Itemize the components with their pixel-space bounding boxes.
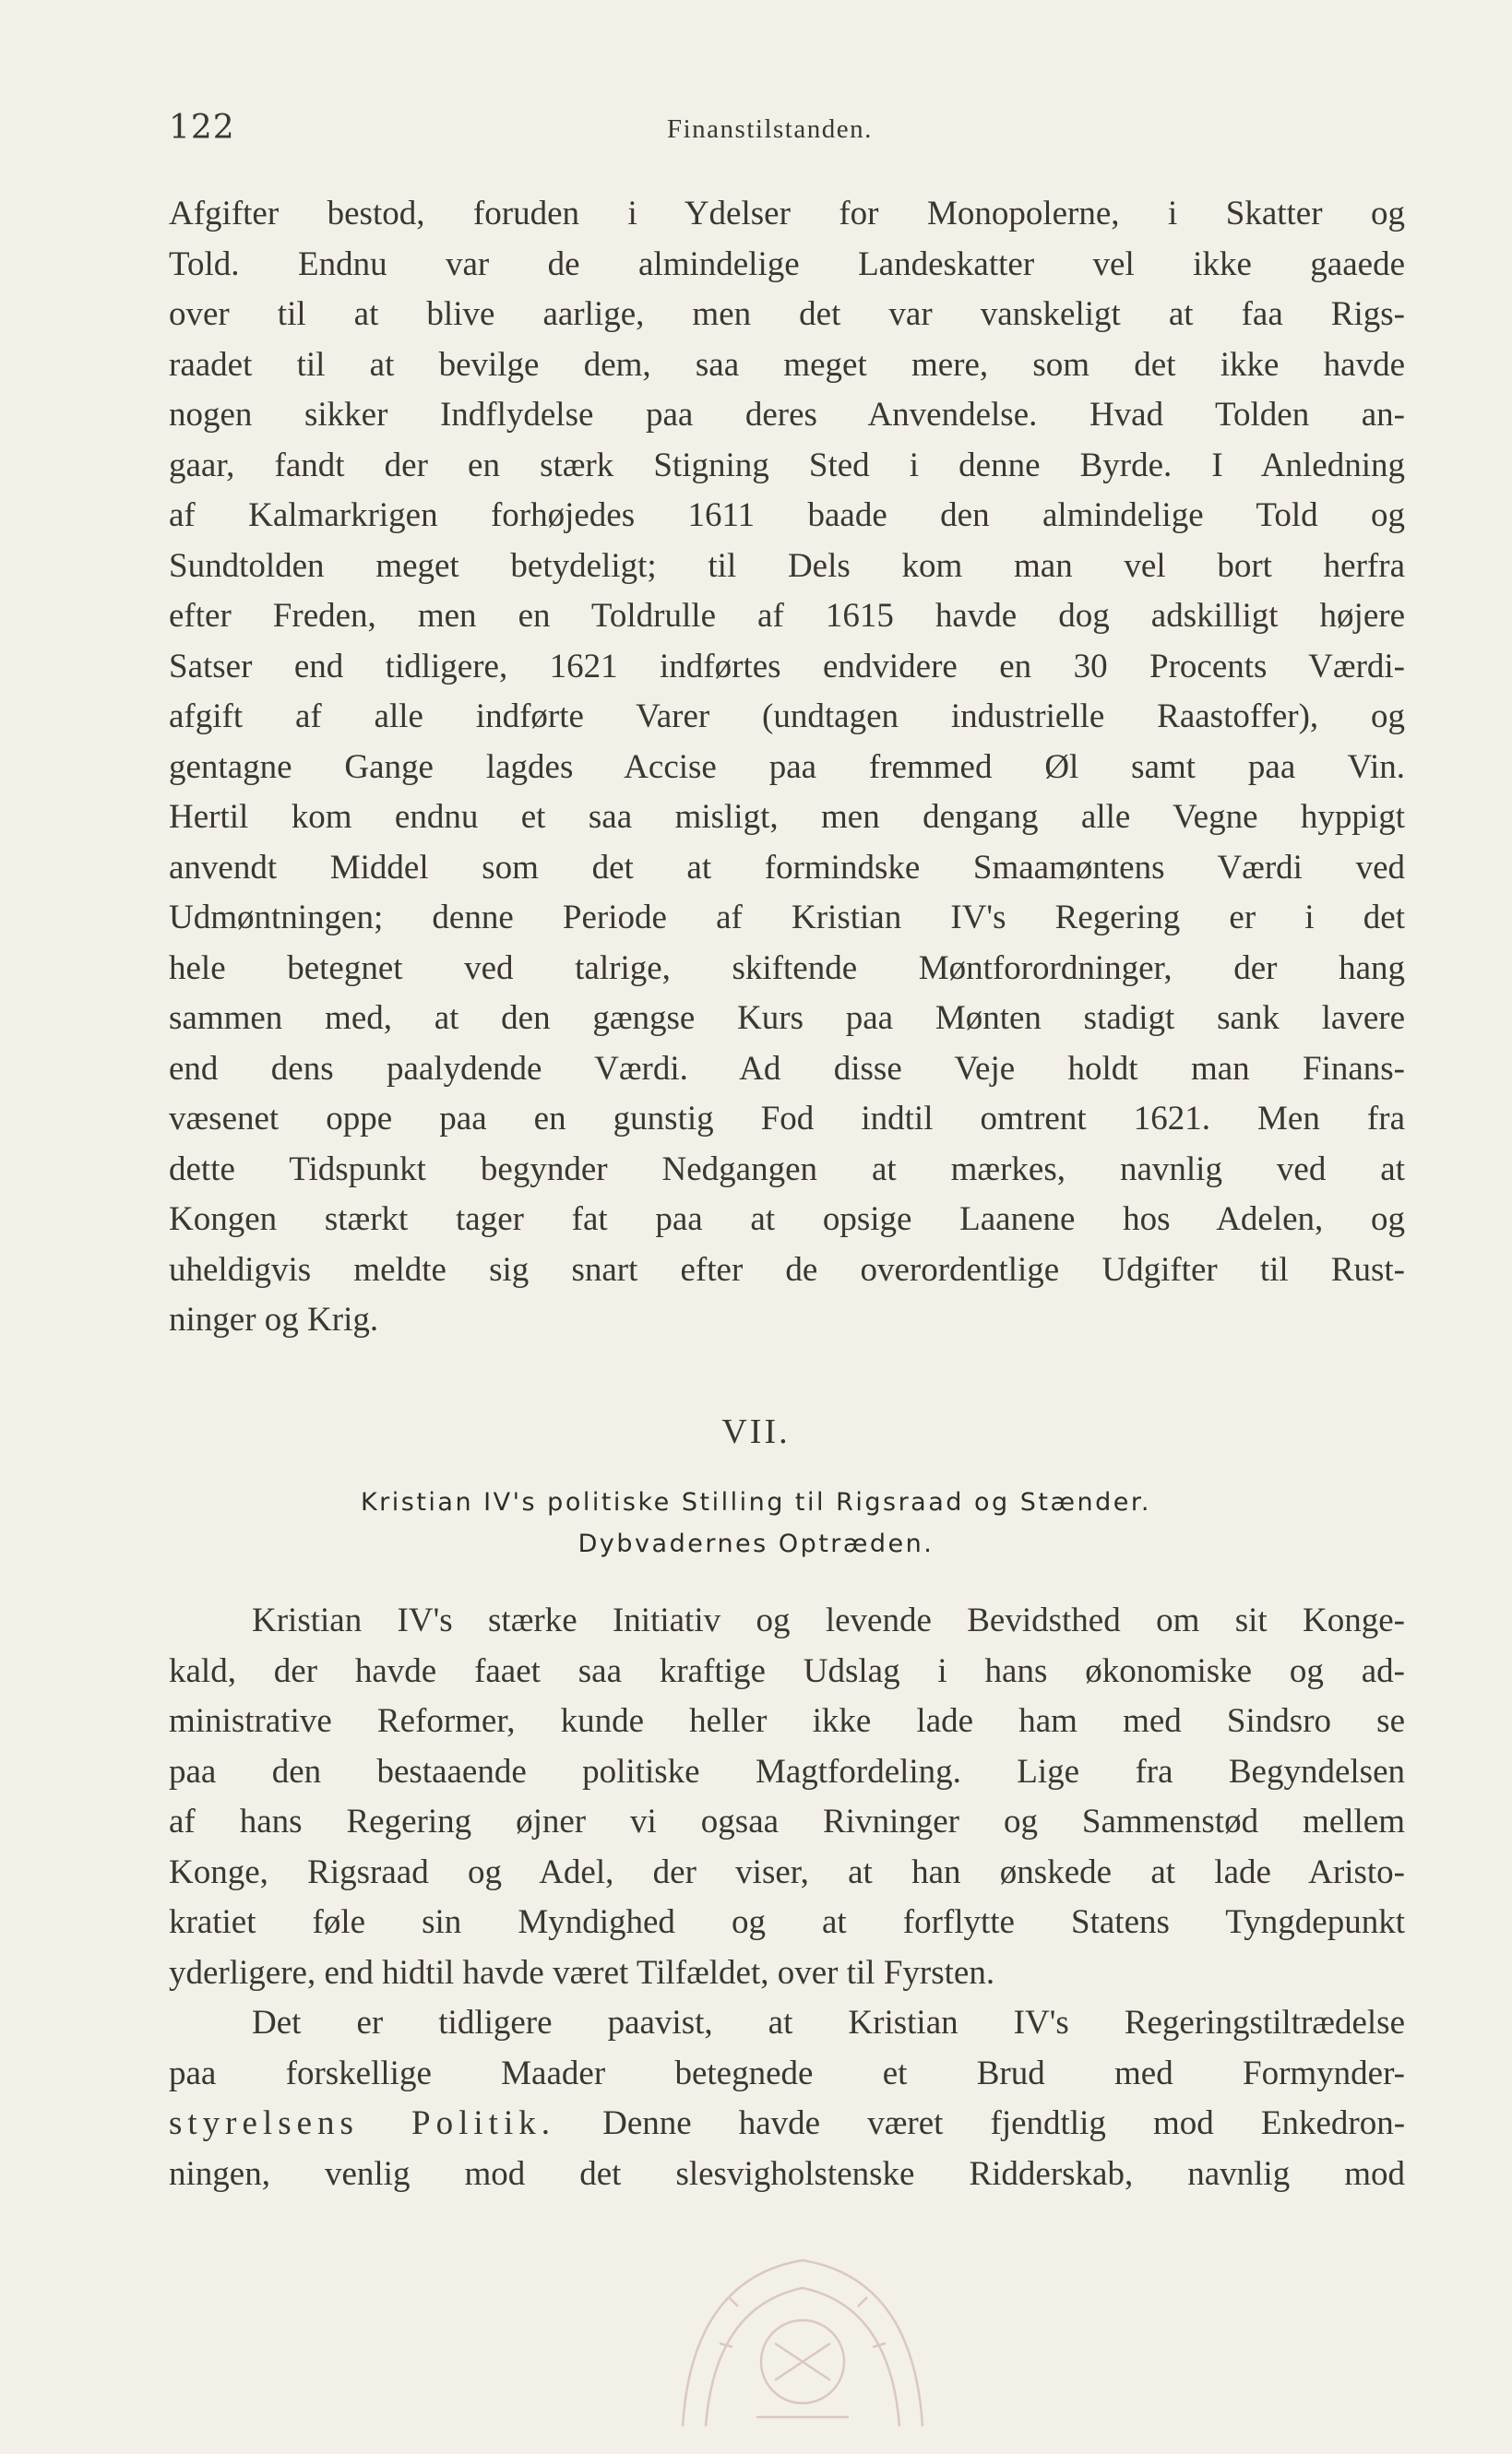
text-line: sammen med, at den gængse Kurs paa Mønten stadigt sank lavere — [169, 999, 1405, 1037]
text-line: gentagne Gange lagdes Accise paa fremmed Øl samt paa Vin. — [169, 747, 1405, 786]
text-line: raadet til at bevilge dem, saa meget mere, som det ikke havde — [169, 345, 1405, 384]
text-line: paa forskellige Maader betegnede et Brud med Formynder- — [169, 2054, 1405, 2092]
text-line: ninger og Krig. — [169, 1301, 379, 1339]
text-line: af Kalmarkrigen forhøjedes 1611 baade den almindelige Told og — [169, 496, 1405, 534]
paragraph-2 — [169, 1596, 1405, 1998]
text-line-mixed — [169, 2099, 1405, 2150]
text-line: Sundtolden meget betydeligt; til Dels kom man vel bort herfra — [169, 546, 1405, 585]
text-line: efter Freden, men en Toldrulle af 1615 havde dog adskilligt højere — [169, 597, 1405, 635]
text-line: Hertil kom endnu et saa misligt, men dengang alle Vegne hyppigt — [169, 798, 1405, 836]
paragraph-1 — [169, 189, 1405, 1346]
chapter-number: VII. — [721, 1412, 791, 1451]
page-header — [169, 109, 1405, 155]
chapter-subtitle: Dybvadernes Optræden. — [577, 1530, 935, 1558]
text-line: Afgifter bestod, foruden i Ydelser for Monopolerne, i Skatter og — [169, 195, 1405, 232]
text-line: gaar, fandt der en stærk Stigning Sted i denne Byrde. I Anledning — [169, 446, 1405, 484]
text-line: ministrative Reformer, kunde heller ikke lade ham med Sindsro se — [169, 1702, 1405, 1740]
paragraph-3 — [169, 1998, 1405, 2199]
spaced-emphasis: styrelsens Politik. — [169, 2104, 555, 2142]
chapter-title: Kristian IV's politiske Stilling til Rigsraad og Stænder. — [360, 1488, 1152, 1517]
text-line: yderligere, end hidtil havde været Tilfældet, over til Fyrsten. — [169, 1953, 995, 1992]
text-line: ningen, venlig mod det slesvigholstenske Ridderskab, navnlig mod — [169, 2154, 1405, 2193]
text-line-rest: Denne havde været fjendtlig mod Enkedron- — [602, 2104, 1406, 2142]
text-line: Det er tidligere paavist, at Kristian IV's Regeringstiltrædelse — [252, 2004, 1405, 2042]
text-line: af hans Regering øjner vi ogsaa Rivninger og Sammenstød mellem — [169, 1803, 1405, 1840]
text-line: Kristian IV's stærke Initiativ og levende Bevidsthed om sit Konge- — [252, 1602, 1405, 1639]
page-number: 122 — [169, 109, 235, 147]
text-line: Konge, Rigsraad og Adel, der viser, at han ønskede at lade Aristo- — [169, 1852, 1405, 1891]
text-line: kratiet føle sin Myndighed og at forflytte Statens Tyngdepunkt — [169, 1903, 1405, 1941]
text-line: paa den bestaaende politiske Magtfordeling. Lige fra Begyndelsen — [169, 1752, 1405, 1791]
text-line: uheldigvis meldte sig snart efter de overordentlige Udgifter til Rust- — [169, 1250, 1405, 1289]
text-line: end dens paalydende Værdi. Ad disse Veje holdt man Finans- — [169, 1049, 1405, 1088]
text-line: Satser end tidligere, 1621 indførtes endvidere en 30 Procents Værdi- — [169, 647, 1405, 685]
text-line: over til at blive aarlige, men det var vanskeligt at faa Rigs- — [169, 295, 1405, 333]
text-line: Told. Endnu var de almindelige Landeskatter vel ikke gaaede — [169, 244, 1405, 283]
text-line: Udmøntningen; denne Periode af Kristian IV's Regering er i det — [169, 899, 1405, 936]
text-line: nogen sikker Indflydelse paa deres Anvendelse. Hvad Tolden an- — [169, 396, 1405, 434]
text-line: afgift af alle indførte Varer (undtagen industrielle Raastoffer), og — [169, 697, 1405, 735]
text-line: hele betegnet ved talrige, skiftende Møntforordninger, der hang — [169, 948, 1405, 987]
library-stamp-icon — [664, 2242, 932, 2454]
text-line: dette Tidspunkt begynder Nedgangen at mærkes, navnlig ved at — [169, 1150, 1405, 1188]
text-line: kald, der havde faaet saa kraftige Udslag i hans økonomiske og ad- — [169, 1651, 1405, 1690]
text-line: væsenet oppe paa en gunstig Fod indtil omtrent 1621. Men fra — [169, 1100, 1405, 1138]
text-line: anvendt Middel som det at formindske Smaamøntens Værdi ved — [169, 848, 1405, 887]
running-head: Finanstilstanden. — [667, 114, 873, 144]
text-line: Kongen stærkt tager fat paa at opsige Laanene hos Adelen, og — [169, 1200, 1405, 1238]
